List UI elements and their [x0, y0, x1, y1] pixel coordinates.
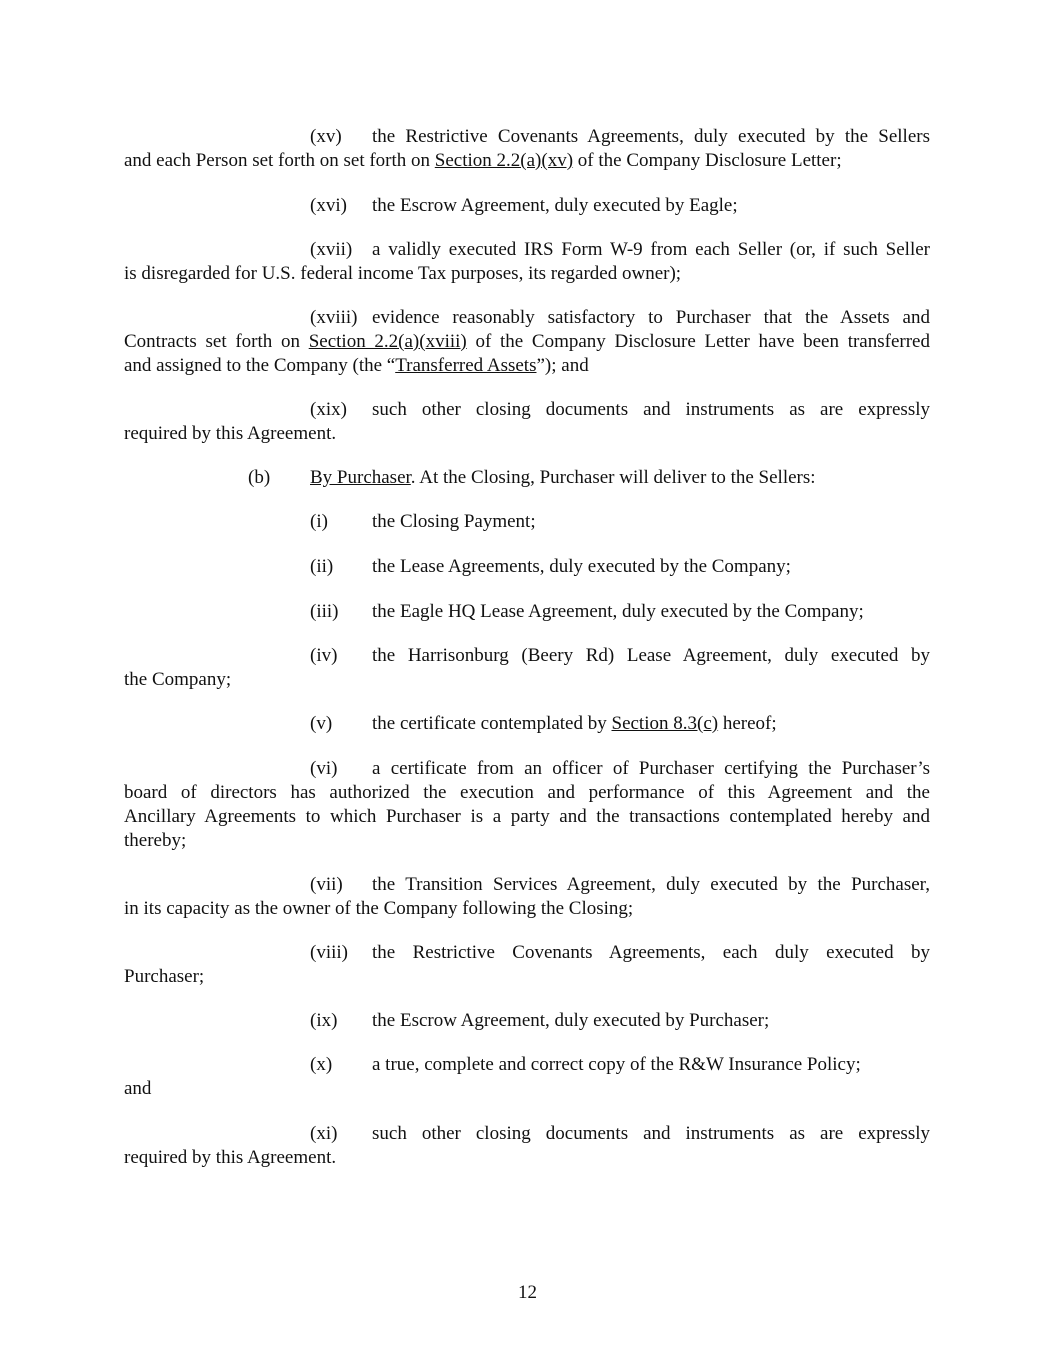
section-number: (b) [248, 467, 271, 488]
section-heading: By Purchaser [310, 467, 411, 488]
item-text: the Restrictive Covenants Agreements, duly executed by the Sellers [372, 126, 930, 147]
item-a-xviii: (xviii) evidence reasonably satisfactory to Purchaser that the Assets and Contracts set forth on Section 2.2(a)(xviii) of the Company Disclosure Letter have been transferred and assigned to the Company (the “Transferred Assets”); and [124, 307, 930, 376]
item-text: a validly executed IRS Form W-9 from each Seller (or, if such Seller [372, 239, 930, 260]
item-number: (x) [310, 1054, 333, 1075]
item-text: a certificate from an officer of Purchaser certifying the Purchaser’s [372, 758, 930, 779]
section-b [124, 466, 930, 490]
item-b-iv: (iv) the Harrisonburg (Beery Rd) Lease Agreement, duly executed by the Company; [124, 645, 930, 690]
item-number: (xix) [310, 399, 347, 420]
item-number: (xv) [310, 126, 342, 147]
item-number: (v) [310, 713, 333, 734]
item-b-xi: (xi) such other closing documents and instruments as are expressly required by this Agreement. [124, 1123, 930, 1168]
section-reference-link[interactable]: Section 2.2(a)(xv) [434, 150, 574, 171]
item-text: the Lease Agreements, duly executed by the Company; [372, 556, 791, 577]
item-b-ii [124, 555, 930, 579]
item-text: the Closing Payment; [372, 511, 536, 532]
item-text: the Restrictive Covenants Agreements, each duly executed by [372, 942, 930, 963]
page-number: 12 [518, 1282, 537, 1303]
item-text: the Eagle HQ Lease Agreement, duly executed by the Company; [372, 601, 864, 622]
item-number: (ii) [310, 556, 334, 577]
item-text: the Escrow Agreement, duly executed by Purchaser; [372, 1010, 770, 1031]
item-b-vi: (vi) a certificate from an officer of Purchaser certifying the Purchaser’s board of directors has authorized the execution and performance of this Agreement and the Ancillary Agreements to which Purchaser is a party and the transactions contemplated hereby and thereby; [124, 758, 930, 851]
section-heading-line: By Purchaser. At the Closing, Purchaser will deliver to the Sellers: [310, 467, 816, 488]
item-a-xvii: (xvii) a validly executed IRS Form W-9 from each Seller (or, if such Seller is disregarded for U.S. federal income Tax purposes, its regarded owner); [124, 239, 930, 284]
item-number: (iv) [310, 645, 338, 666]
item-number: (vi) [310, 758, 338, 779]
item-b-x: (x) a true, complete and correct copy of the R&W Insurance Policy; and [124, 1053, 930, 1101]
item-number: (iii) [310, 601, 339, 622]
item-text: the Escrow Agreement, duly executed by Eagle; [372, 195, 738, 216]
item-a-xvi [124, 194, 930, 218]
item-b-v [124, 712, 930, 736]
item-number: (i) [310, 511, 328, 532]
item-text: evidence reasonably satisfactory to Purchaser that the Assets and [372, 307, 930, 328]
item-number: (xvi) [310, 195, 347, 216]
defined-term: Transferred Assets [395, 355, 537, 376]
section-reference-link[interactable]: Section 8.3(c) [611, 713, 719, 734]
item-b-iii [124, 600, 930, 624]
item-b-vii: (vii) the Transition Services Agreement, duly executed by the Purchaser, in its capacity as the owner of the Company following the Closing; [124, 874, 930, 919]
item-text: a true, complete and correct copy of the R&W Insurance Policy; [372, 1054, 861, 1075]
item-a-xv: (xv) the Restrictive Covenants Agreements, duly executed by the Sellers and each Person set forth on set forth on Section 2.2(a)(xv) of the Company Disclosure Letter; [124, 126, 930, 171]
item-text: such other closing documents and instruments as are expressly [372, 399, 930, 420]
item-b-ix [124, 1009, 930, 1033]
item-a-xix: (xix) such other closing documents and instruments as are expressly required by this Agreement. [124, 399, 930, 444]
item-number: (xviii) [310, 307, 358, 328]
item-number: (viii) [310, 942, 348, 963]
item-number: (xi) [310, 1123, 338, 1144]
item-text: the certificate contemplated by Section 8.3(c) hereof; [372, 713, 777, 734]
item-b-i [124, 510, 930, 534]
item-text: such other closing documents and instruments as are expressly [372, 1123, 930, 1144]
item-b-viii: (viii) the Restrictive Covenants Agreements, each duly executed by Purchaser; [124, 942, 930, 987]
item-text: the Transition Services Agreement, duly executed by the Purchaser, [372, 874, 930, 895]
item-number: (ix) [310, 1010, 338, 1031]
item-number: (xvii) [310, 239, 353, 260]
item-text: the Harrisonburg (Beery Rd) Lease Agreement, duly executed by [372, 645, 930, 666]
item-number: (vii) [310, 874, 343, 895]
section-reference-link[interactable]: Section 2.2(a)(xviii) [308, 331, 467, 352]
